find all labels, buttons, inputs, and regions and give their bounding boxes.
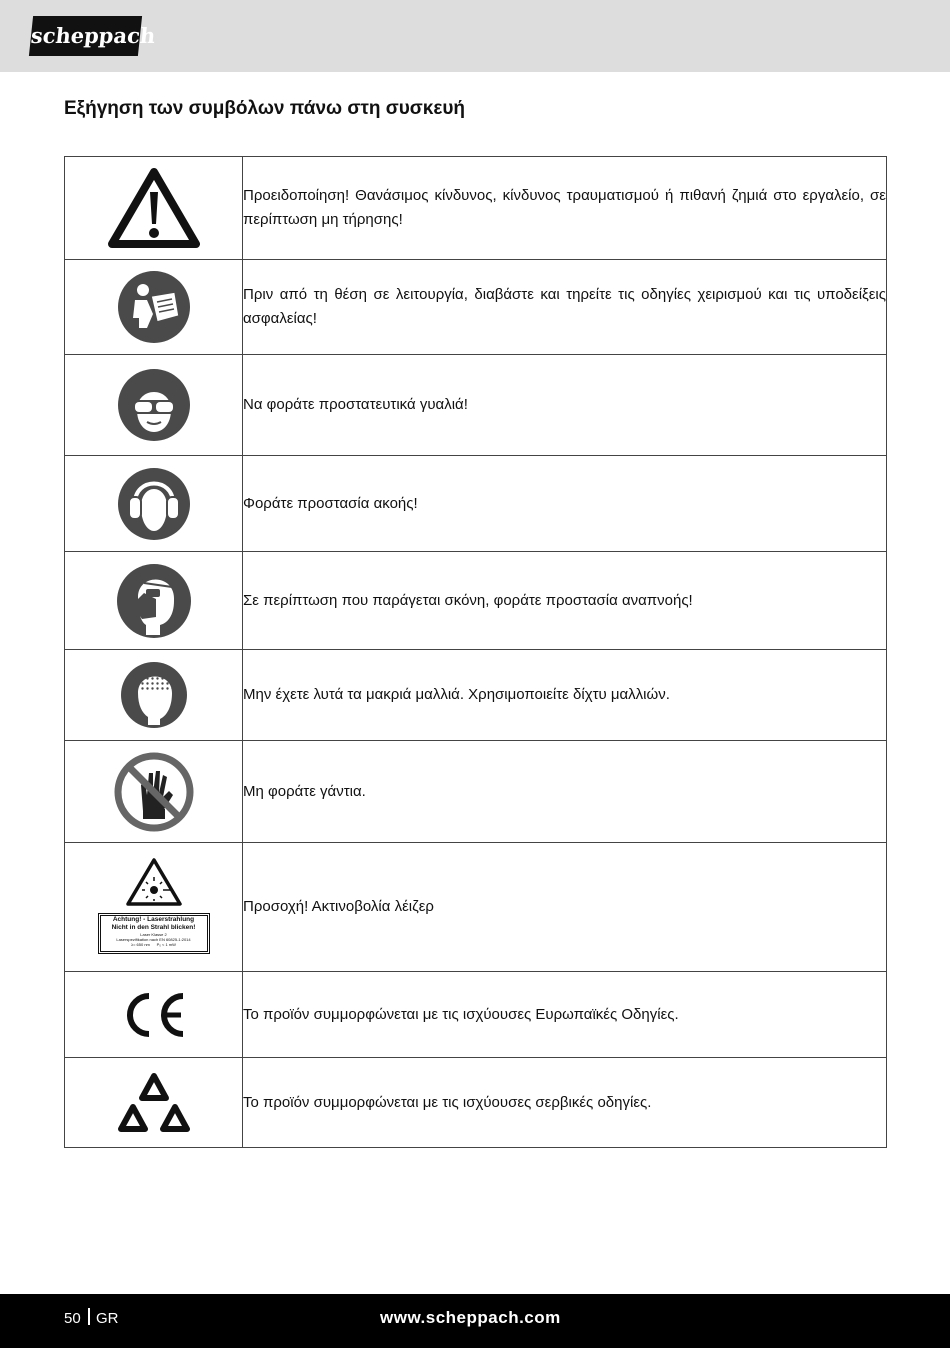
laser-warning-icon xyxy=(97,857,211,957)
laser-label-power: P₀ < 1 mW xyxy=(156,942,176,947)
dust-mask-icon xyxy=(116,563,192,639)
table-row xyxy=(65,972,887,1058)
table-row xyxy=(65,355,887,456)
read-manual-icon xyxy=(117,270,191,344)
symbol-description: Το προϊόν συμμορφώνεται με τις ισχύουσες Ευρωπαϊκές Οδηγίες. xyxy=(243,972,887,1058)
symbol-cell xyxy=(65,843,243,972)
ce-mark-icon xyxy=(121,991,187,1039)
language-code: GR xyxy=(96,1310,119,1327)
footer-divider xyxy=(88,1308,90,1325)
symbol-cell xyxy=(65,650,243,741)
serbian-conformity-icon xyxy=(117,1071,191,1135)
laser-label-line1: Achtung! - Laserstrahlung xyxy=(112,916,195,923)
symbol-description: Φοράτε προστασία ακοής! xyxy=(243,456,887,552)
table-row xyxy=(65,650,887,741)
symbol-description: Μην έχετε λυτά τα μακριά μαλλιά. Χρησιμοποιείτε δίχτυ μαλλιών. xyxy=(243,650,887,741)
symbol-cell xyxy=(65,741,243,843)
symbol-cell xyxy=(65,1058,243,1148)
website-link[interactable]: www.scheppach.com xyxy=(380,1308,561,1327)
symbols-table xyxy=(64,156,887,1148)
no-gloves-icon xyxy=(113,751,195,833)
laser-label-line3: Laser Klasse 2 xyxy=(140,932,167,937)
symbol-cell xyxy=(65,552,243,650)
laser-triangle-icon xyxy=(125,857,183,907)
symbol-cell xyxy=(65,456,243,552)
table-row xyxy=(65,456,887,552)
warning-triangle-icon xyxy=(108,166,200,250)
page-title: Εξήγηση των συμβόλων πάνω στη συσκευή xyxy=(64,98,466,119)
laser-label xyxy=(98,913,210,954)
hair-net-icon xyxy=(120,661,188,729)
table-row xyxy=(65,552,887,650)
scheppach-logo: scheppach xyxy=(29,16,142,56)
symbol-cell xyxy=(65,260,243,355)
table-row xyxy=(65,260,887,355)
symbol-cell xyxy=(65,157,243,260)
header-bar xyxy=(0,0,950,72)
laser-label-line2: Nicht in den Strahl blicken! xyxy=(111,924,196,931)
footer-bar xyxy=(0,1294,950,1348)
symbol-description: Προειδοποίηση! Θανάσιμος κίνδυνος, κίνδυνος τραυματισμού ή πιθανή ζημιά στο εργαλείο, σε περίπτωση μη τήρησης! xyxy=(243,157,887,260)
symbol-description: Πριν από τη θέση σε λειτουργία, διαβάστε και τηρείτε τις οδηγίες χειρισμού και τις υποδείξεις ασφαλείας! xyxy=(243,260,887,355)
safety-goggles-icon xyxy=(117,368,191,442)
symbol-description: Μη φοράτε γάντια. xyxy=(243,741,887,843)
symbol-description: Το προϊόν συμμορφώνεται με τις ισχύουσες σερβικές οδηγίες. xyxy=(243,1058,887,1148)
table-row xyxy=(65,741,887,843)
symbol-cell xyxy=(65,972,243,1058)
table-row xyxy=(65,843,887,972)
symbol-description: Να φοράτε προστατευτικά γυαλιά! xyxy=(243,355,887,456)
laser-label-wavelength: λ= 650 nm xyxy=(131,942,150,947)
laser-label-line4: Laserspezifikation nach EN 60825-1:2014 xyxy=(116,937,191,942)
table-row xyxy=(65,1058,887,1148)
symbol-description: Προσοχή! Ακτινοβολία λέιζερ xyxy=(243,843,887,972)
page-number: 50 xyxy=(64,1310,81,1327)
symbol-description: Σε περίπτωση που παράγεται σκόνη, φοράτε προστασία αναπνοής! xyxy=(243,552,887,650)
symbol-cell xyxy=(65,355,243,456)
table-row xyxy=(65,157,887,260)
ear-protection-icon xyxy=(117,467,191,541)
